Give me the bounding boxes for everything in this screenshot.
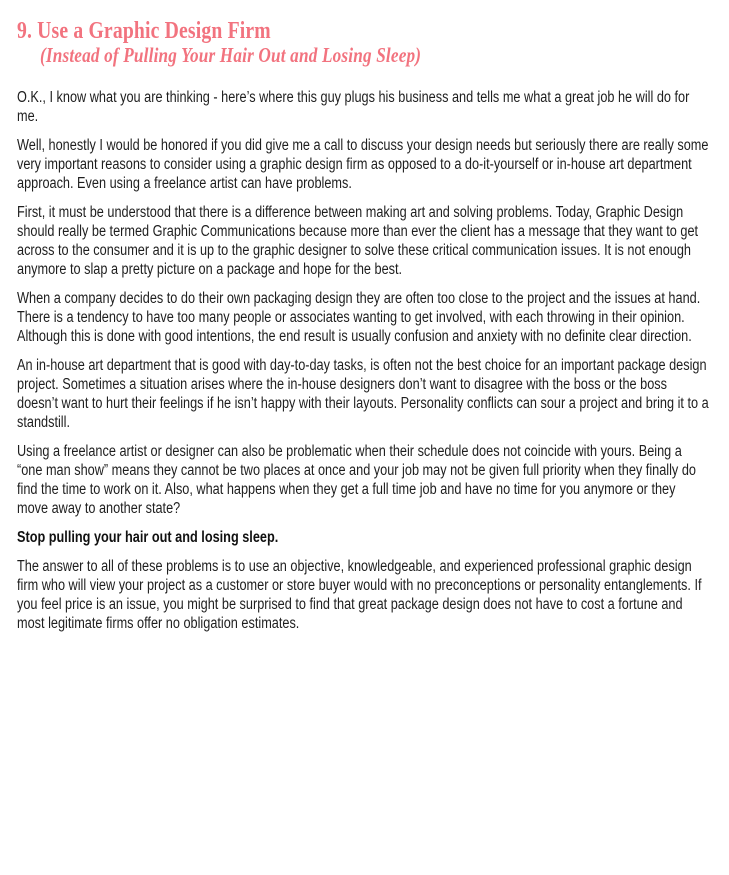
chapter-subtitle: (Instead of Pulling Your Hair Out and Losing Sleep): [39, 43, 422, 67]
body-paragraph: When a company decides to do their own packaging design they are often too close to the project and the issues at hand. There is a tendency to have too many people or associates wanting to get involved, with each throwing in their opinion. Although this is done with good intentions, the end result is usually confusion and anxiety with no definite clear direction.: [17, 290, 701, 345]
body-paragraph: An in-house art department that is good with day-to-day tasks, is often not the best choice for an important package design project. Sometimes a situation arises where the in-house designers don’t want to disagree with the boss or the boss doesn’t want to hurt their feelings if he isn’t happy with their layouts. Personality conflicts can sour a project and bring it to a standstill.: [17, 357, 709, 431]
body-paragraph: First, it must be understood that there is a difference between making art and solving problems. Today, Graphic Design should really be termed Graphic Communications because more than ever the client has a message that they want to get across to the consumer and it is up to the graphic designer to solve these critical communication issues. It is not enough anymore to slap a pretty picture on a package and hope for the best.: [17, 204, 699, 278]
body-copy: [17, 88, 710, 633]
chapter-title-text: Use a Graphic Design Firm: [37, 18, 271, 44]
article-content: [17, 18, 710, 643]
body-paragraph: The answer to all of these problems is to use an objective, knowledgeable, and experienced professional graphic design firm who will view your project as a customer or store buyer would with no preconceptions or personality entanglements. If you feel price is an issue, you might be surprised to find that great package design does not have to cost a fortune and most legitimate firms offer no obligation estimates.: [17, 558, 702, 632]
section-subheading: Stop pulling your hair out and losing sleep.: [17, 529, 279, 546]
body-paragraph: Using a freelance artist or designer can also be problematic when their schedule does not coincide with yours. Being a “one man show” means they cannot be two places at once and your job may not be given full priority when they finally do find the time to work on it. Also, what happens when they get a full time job and have no time for you anymore or they move away to another state?: [17, 443, 696, 517]
body-paragraph: Well, honestly I would be honored if you did give me a call to discuss your design needs but seriously there are really some very important reasons to consider using a graphic design firm as opposed to a do-it-yourself or in-house art department approach. Even using a freelance artist can have problems.: [17, 137, 709, 192]
chapter-number: 9.: [17, 18, 33, 44]
chapter-heading: [17, 18, 710, 44]
body-paragraph: O.K., I know what you are thinking - here’s where this guy plugs his business and tells me what a great job he will do for me.: [17, 89, 690, 125]
